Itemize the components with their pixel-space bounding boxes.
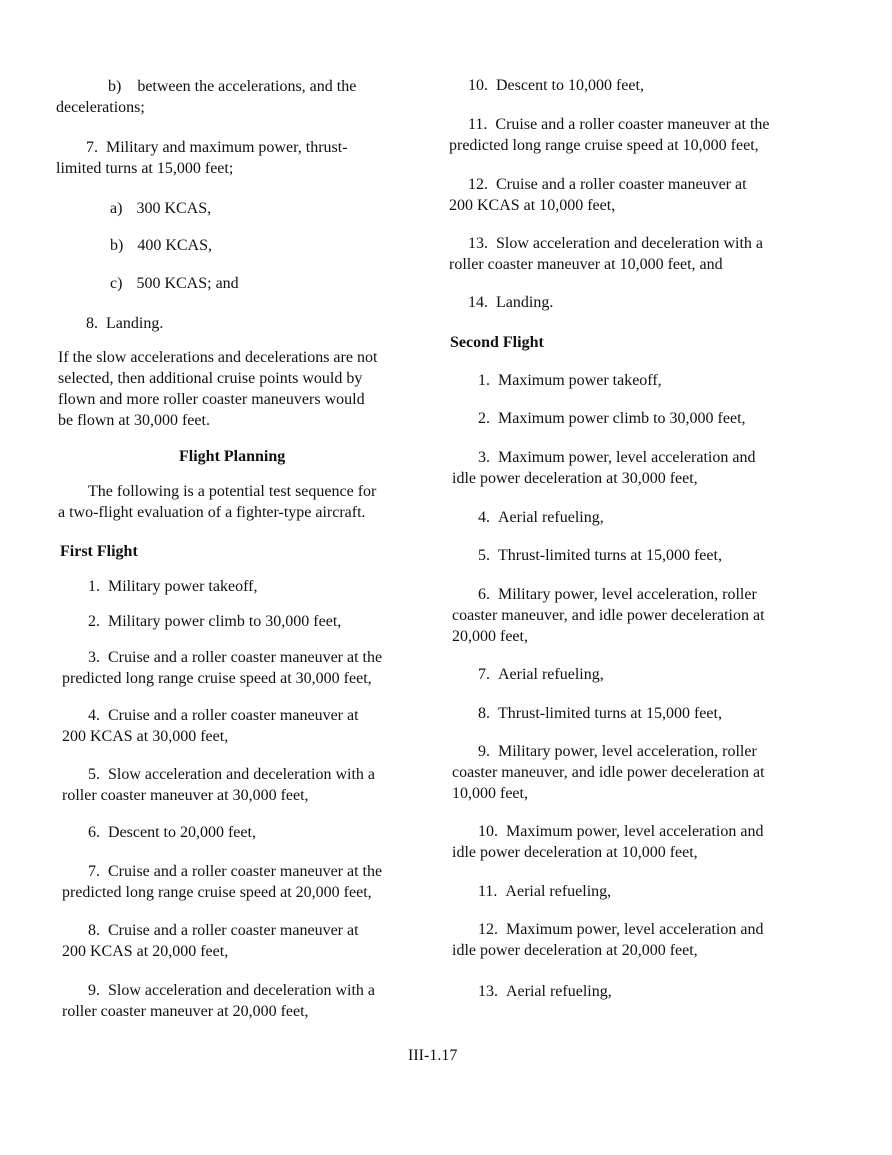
list-item: [478, 919, 763, 940]
section-heading: Flight Planning: [179, 448, 286, 465]
list-item-text: Maximum power, level acceleration and: [506, 921, 764, 938]
list-item: [468, 174, 747, 195]
item-number: 5.: [478, 547, 490, 564]
item-number: 7.: [86, 139, 98, 156]
list-item-text: 400 KCAS,: [137, 237, 213, 254]
list-item-text: 200 KCAS at 20,000 feet,: [62, 943, 229, 960]
list-item: [478, 664, 604, 685]
list-item-text: 20,000 feet,: [452, 628, 528, 645]
item-number: 5.: [88, 766, 100, 783]
list-item: [478, 881, 611, 902]
list-item-text: Military power, level acceleration, roller: [498, 586, 757, 603]
item-number: 10.: [478, 823, 498, 840]
item-number: 7.: [88, 863, 100, 880]
list-item-text: Cruise and a roller coaster maneuver at: [108, 922, 359, 939]
list-item: [478, 507, 604, 528]
list-item-text: limited turns at 15,000 feet;: [56, 160, 234, 177]
item-number: 10.: [468, 77, 488, 94]
list-item-text: roller coaster maneuver at 20,000 feet,: [62, 1003, 309, 1020]
item-number: 8.: [478, 705, 490, 722]
list-item-text: Landing.: [496, 294, 554, 311]
list-item-text: Cruise and a roller coaster maneuver at: [108, 707, 359, 724]
list-item: [88, 920, 359, 941]
list-item-text: Slow acceleration and deceleration with a: [108, 766, 375, 783]
list-item-text: idle power deceleration at 20,000 feet,: [452, 942, 698, 959]
item-number: 6.: [478, 586, 490, 603]
list-item-text: Cruise and a roller coaster maneuver at the: [495, 116, 770, 133]
list-item-text: Maximum power, level acceleration and: [506, 823, 764, 840]
list-item-text: Aerial refueling,: [506, 983, 612, 1000]
list-item-text: 300 KCAS,: [136, 200, 212, 217]
list-item-text: predicted long range cruise speed at 20,000 feet,: [62, 884, 372, 901]
list-item: [88, 764, 375, 785]
list-item-text: Aerial refueling,: [505, 883, 612, 900]
list-item-text: Slow acceleration and deceleration with a: [496, 235, 763, 252]
list-item-8: [86, 313, 163, 334]
list-item: [478, 545, 722, 566]
sub-item-7b: [110, 235, 212, 256]
list-item: [478, 741, 757, 762]
item-number: 4.: [478, 509, 490, 526]
item-number: 8.: [86, 315, 98, 332]
list-item-text: Descent to 10,000 feet,: [496, 77, 644, 94]
list-item-text: predicted long range cruise speed at 10,000 feet,: [449, 137, 759, 154]
list-item: [468, 233, 763, 254]
list-item-text: Maximum power takeoff,: [498, 372, 662, 389]
sub-item-7a: [110, 198, 211, 219]
item-number: 4.: [88, 707, 100, 724]
list-item: [88, 647, 382, 668]
list-item-7: [86, 137, 348, 158]
item-number: 11.: [468, 116, 488, 133]
sub-item-label: b): [108, 78, 122, 95]
list-item: [478, 981, 612, 1002]
list-item: [468, 75, 644, 96]
list-item-text: Aerial refueling,: [498, 666, 604, 683]
list-item: [88, 822, 256, 843]
item-number: 13.: [478, 983, 498, 1000]
list-item-text: Cruise and a roller coaster maneuver at: [496, 176, 747, 193]
intro-line: The following is a potential test sequence for: [88, 483, 377, 500]
list-item: [88, 861, 382, 882]
sub-item-label: b): [110, 237, 124, 254]
item-number: 6.: [88, 824, 100, 841]
first-flight-heading: First Flight: [60, 543, 138, 560]
page-number: III-1.17: [408, 1047, 458, 1064]
list-item: [478, 447, 755, 468]
item-number: 7.: [478, 666, 490, 683]
list-item-text: Landing.: [106, 315, 164, 332]
note-line: If the slow accelerations and decelerations are not: [58, 349, 378, 366]
item-number: 9.: [88, 982, 100, 999]
list-item: [468, 114, 770, 135]
item-number: 9.: [478, 743, 490, 760]
item-number: 14.: [468, 294, 488, 311]
note-line: flown and more roller coaster maneuvers would: [58, 391, 365, 408]
list-item: [478, 408, 746, 429]
second-flight-heading: Second Flight: [450, 334, 544, 351]
list-item-6b: [108, 76, 356, 97]
list-item-text: Military and maximum power, thrust-: [106, 139, 348, 156]
list-item-text: 10,000 feet,: [452, 785, 528, 802]
list-item-text: coaster maneuver, and idle power deceleration at: [452, 764, 765, 781]
sub-item-label: c): [110, 275, 123, 292]
list-item-text: 500 KCAS; and: [136, 275, 239, 292]
list-item-text: 200 KCAS at 10,000 feet,: [449, 197, 616, 214]
list-item-text: idle power deceleration at 30,000 feet,: [452, 470, 698, 487]
list-item-text: Thrust-limited turns at 15,000 feet,: [498, 547, 722, 564]
list-item-text: Military power takeoff,: [108, 578, 258, 595]
list-item: [478, 370, 662, 391]
list-item-text: decelerations;: [56, 99, 145, 116]
list-item: [478, 821, 763, 842]
list-item-text: Maximum power, level acceleration and: [498, 449, 756, 466]
list-item: [88, 980, 375, 1001]
list-item: [88, 705, 359, 726]
item-number: 12.: [468, 176, 488, 193]
note-line: selected, then additional cruise points would by: [58, 370, 363, 387]
intro-line: a two-flight evaluation of a fighter-type aircraft.: [58, 504, 366, 521]
item-number: 2.: [88, 613, 100, 630]
note-line: be flown at 30,000 feet.: [58, 412, 210, 429]
list-item-text: roller coaster maneuver at 10,000 feet, and: [449, 256, 723, 273]
list-item-text: Maximum power climb to 30,000 feet,: [498, 410, 746, 427]
item-number: 3.: [88, 649, 100, 666]
item-number: 3.: [478, 449, 490, 466]
sub-item-7c: [110, 273, 239, 294]
list-item-text: predicted long range cruise speed at 30,000 feet,: [62, 670, 372, 687]
list-item-text: 200 KCAS at 30,000 feet,: [62, 728, 229, 745]
list-item-text: Descent to 20,000 feet,: [108, 824, 256, 841]
list-item-text: between the accelerations, and the: [137, 78, 357, 95]
list-item: [478, 584, 757, 605]
item-number: 1.: [478, 372, 490, 389]
list-item-text: Slow acceleration and deceleration with a: [108, 982, 375, 999]
list-item-text: Cruise and a roller coaster maneuver at the: [108, 649, 383, 666]
list-item-text: coaster maneuver, and idle power deceleration at: [452, 607, 765, 624]
sub-item-label: a): [110, 200, 123, 217]
list-item-text: Military power, level acceleration, roller: [498, 743, 757, 760]
list-item: [468, 292, 553, 313]
list-item-text: Thrust-limited turns at 15,000 feet,: [498, 705, 722, 722]
item-number: 8.: [88, 922, 100, 939]
item-number: 2.: [478, 410, 490, 427]
item-number: 1.: [88, 578, 100, 595]
item-number: 13.: [468, 235, 488, 252]
item-number: 11.: [478, 883, 498, 900]
list-item-text: idle power deceleration at 10,000 feet,: [452, 844, 698, 861]
list-item: [88, 576, 257, 597]
list-item: [478, 703, 722, 724]
list-item-text: Aerial refueling,: [498, 509, 604, 526]
list-item-text: Military power climb to 30,000 feet,: [108, 613, 342, 630]
list-item-text: Cruise and a roller coaster maneuver at the: [108, 863, 383, 880]
list-item-text: roller coaster maneuver at 30,000 feet,: [62, 787, 309, 804]
item-number: 12.: [478, 921, 498, 938]
list-item: [88, 611, 341, 632]
